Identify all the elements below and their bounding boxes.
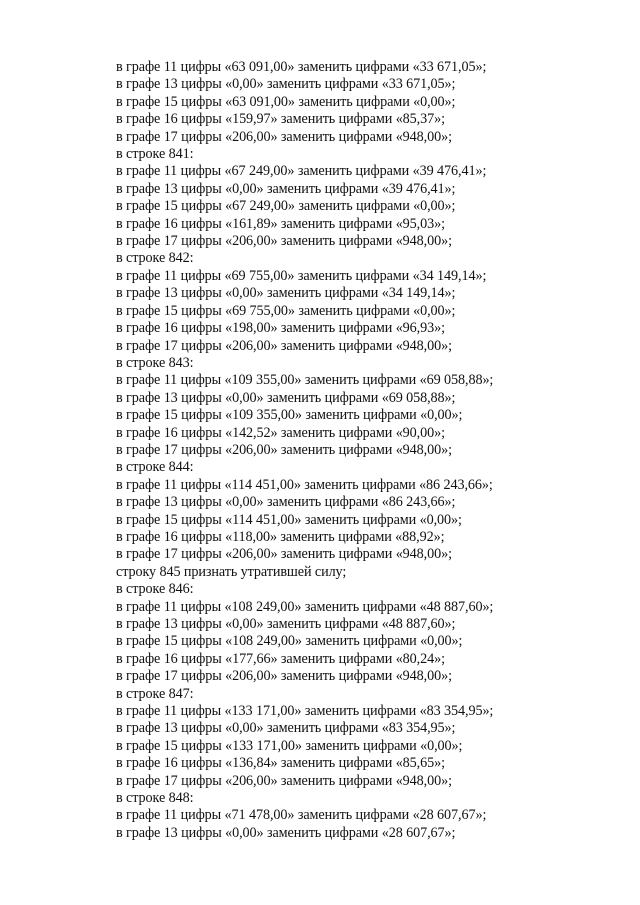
document-line: в строке 843: (116, 354, 194, 371)
document-line: в графе 13 цифры «0,00» заменить цифрами «33 671,05»; (116, 76, 456, 93)
document-line: в графе 13 цифры «0,00» заменить цифрами «39 476,41»; (116, 180, 456, 197)
document-line: в графе 16 цифры «177,66» заменить цифрами «80,24»; (116, 650, 445, 667)
document-line: в графе 15 цифры «109 355,00» заменить цифрами «0,00»; (116, 407, 463, 424)
document-line: в графе 16 цифры «161,89» заменить цифрами «95,03»; (116, 215, 445, 232)
document-line: в графе 15 цифры «114 451,00» заменить цифрами «0,00»; (116, 511, 462, 528)
document-line: в графе 15 цифры «67 249,00» заменить цифрами «0,00»; (116, 198, 456, 215)
document-line: в графе 15 цифры «69 755,00» заменить цифрами «0,00»; (116, 302, 456, 319)
document-line: в графе 15 цифры «63 091,00» заменить цифрами «0,00»; (116, 93, 456, 110)
document-line: в графе 17 цифры «206,00» заменить цифрами «948,00»; (116, 441, 452, 458)
document-line: в графе 16 цифры «136,84» заменить цифрами «85,65»; (116, 755, 445, 772)
document-line: в графе 15 цифры «133 171,00» заменить цифрами «0,00»; (116, 737, 463, 754)
document-line: в графе 15 цифры «108 249,00» заменить цифрами «0,00»; (116, 633, 463, 650)
document-line: в графе 13 цифры «0,00» заменить цифрами «48 887,60»; (116, 616, 456, 632)
document-line: в графе 13 цифры «0,00» заменить цифрами «34 149,14»; (116, 285, 456, 302)
document-line: в графе 11 цифры «67 249,00» заменить цифрами «39 476,41»; (116, 163, 487, 180)
document-line: в графе 17 цифры «206,00» заменить цифрами «948,00»; (116, 546, 452, 563)
document-line: в графе 11 цифры «109 355,00» заменить цифрами «69 058,88»; (116, 372, 494, 389)
document-line: в графе 11 цифры «108 249,00» заменить цифрами «48 887,60»; (116, 598, 494, 615)
document-line: в строке 842: (116, 250, 194, 267)
document-line: в графе 13 цифры «0,00» заменить цифрами «83 354,95»; (116, 720, 456, 737)
document-line: в графе 16 цифры «142,52» заменить цифрами «90,00»; (116, 424, 445, 441)
document-body (116, 59, 616, 842)
document-line: в строке 841: (116, 146, 194, 163)
document-line: в графе 16 цифры «118,00» заменить цифрами «88,92»; (116, 528, 445, 545)
document-line: в графе 16 цифры «159,97» заменить цифрами «85,37»; (116, 111, 445, 128)
document-line: в графе 16 цифры «198,00» заменить цифрами «96,93»; (116, 320, 445, 337)
document-line: в графе 17 цифры «206,00» заменить цифрами «948,00»; (116, 772, 452, 789)
document-line: в графе 17 цифры «206,00» заменить цифрами «948,00»; (116, 337, 452, 354)
document-line: в графе 13 цифры «0,00» заменить цифрами «86 243,66»; (116, 494, 456, 511)
document-line: в строке 844: (116, 459, 194, 476)
document-line: в графе 11 цифры «69 755,00» заменить цифрами «34 149,14»; (116, 267, 487, 284)
document-line: в графе 17 цифры «206,00» заменить цифрами «948,00»; (116, 233, 452, 250)
document-line: в графе 17 цифры «206,00» заменить цифрами «948,00»; (116, 128, 452, 145)
document-line: в графе 13 цифры «0,00» заменить цифрами «28 607,67»; (116, 824, 456, 841)
document-line: в графе 11 цифры «63 091,00» заменить цифрами «33 671,05»; (116, 59, 487, 75)
document-line: в строке 847: (116, 685, 194, 702)
document-line: в строке 846: (116, 581, 194, 598)
document-line: в графе 13 цифры «0,00» заменить цифрами «69 058,88»; (116, 389, 456, 406)
document-line: в графе 11 цифры «133 171,00» заменить цифрами «83 354,95»; (116, 703, 494, 720)
document-line: строку 845 признать утратившей силу; (116, 563, 347, 580)
document-line: в графе 11 цифры «71 478,00» заменить цифрами «28 607,67»; (116, 807, 487, 824)
document-line: в графе 17 цифры «206,00» заменить цифрами «948,00»; (116, 668, 452, 685)
document-line: в графе 11 цифры «114 451,00» заменить цифрами «86 243,66»; (116, 476, 493, 493)
document-line: в строке 848: (116, 790, 194, 807)
